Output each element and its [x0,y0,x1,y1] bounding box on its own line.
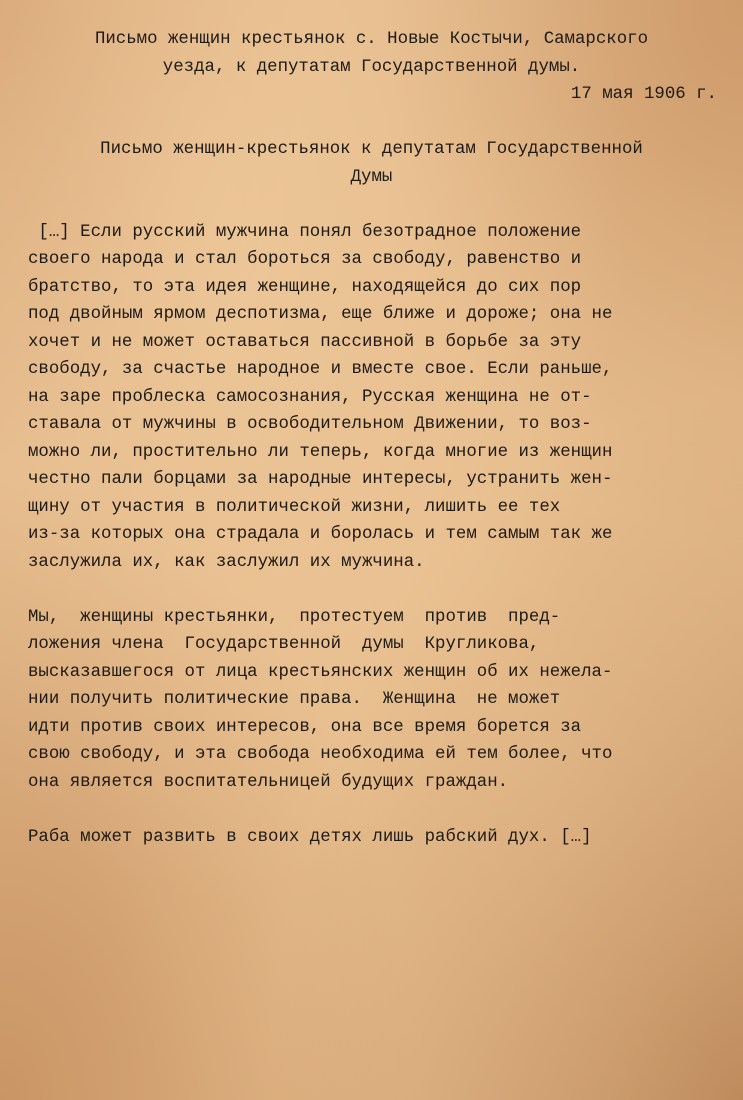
document-date: 17 мая 1906 г. [570,85,717,104]
paragraph-line: ставала от мужчины в освободительном Движении, то воз- [28,415,592,434]
paragraph-line: заслужила их, как заслужил их мужчина. [28,553,425,572]
letter-heading-line-2: Думы [350,168,393,187]
paragraph-line: своего народа и стал бороться за свободу, равенство и [28,250,582,269]
paragraph-line: честно пали борцами за народные интересы, устранить жен- [28,470,613,489]
paragraph-line: высказавшегося от лица крестьянских женщин об их нежела- [28,663,613,682]
paragraph-line: на заре проблеска самосознания, Русская женщина не от- [28,388,592,407]
letter-heading-line-1: Письмо женщин-крестьянок к депутатам Государственной [100,140,643,159]
paragraph-line: Раба может развить в своих детях лишь рабский дух. […] [28,828,592,847]
paragraph-line: щину от участия в политической жизни, лишить ее тех [28,498,561,517]
paragraph-line: она является воспитательницей будущих граждан. [28,773,509,792]
paragraph-line: свою свободу, и эта свобода необходима ей тем более, что [28,745,613,764]
paragraph-line: Мы, женщины крестьянки, протестуем против пред- [28,608,561,627]
paragraph-line: идти против своих интересов, она все время борется за [28,718,582,737]
document-title-line-2: уезда, к депутатам Государственной думы. [162,58,581,77]
paragraph-line: свободу, за счастье народное и вместе свое. Если раньше, [28,360,613,379]
paragraph-line: братство, то эта идея женщине, находящейся до сих пор [28,278,582,297]
paragraph-line: нии получить политические права. Женщина не может [28,690,561,709]
paragraph-line: можно ли, простительно ли теперь, когда многие из женщин [28,443,613,462]
paragraph-line: ложения члена Государственной думы Кругликова, [28,635,540,654]
paragraph-line: из-за которых она страдала и боролась и тем самым так же [28,525,613,544]
paragraph-line: хочет и не может оставаться пассивной в борьбе за эту [28,333,582,352]
paragraph-line: под двойным ярмом деспотизма, еще ближе и дороже; она не [28,305,613,324]
document-title-line-1: Письмо женщин крестьянок с. Новые Костычи, Самарского [94,30,649,49]
paragraph-line: […] Если русский мужчина понял безотрадное положение [28,223,582,242]
